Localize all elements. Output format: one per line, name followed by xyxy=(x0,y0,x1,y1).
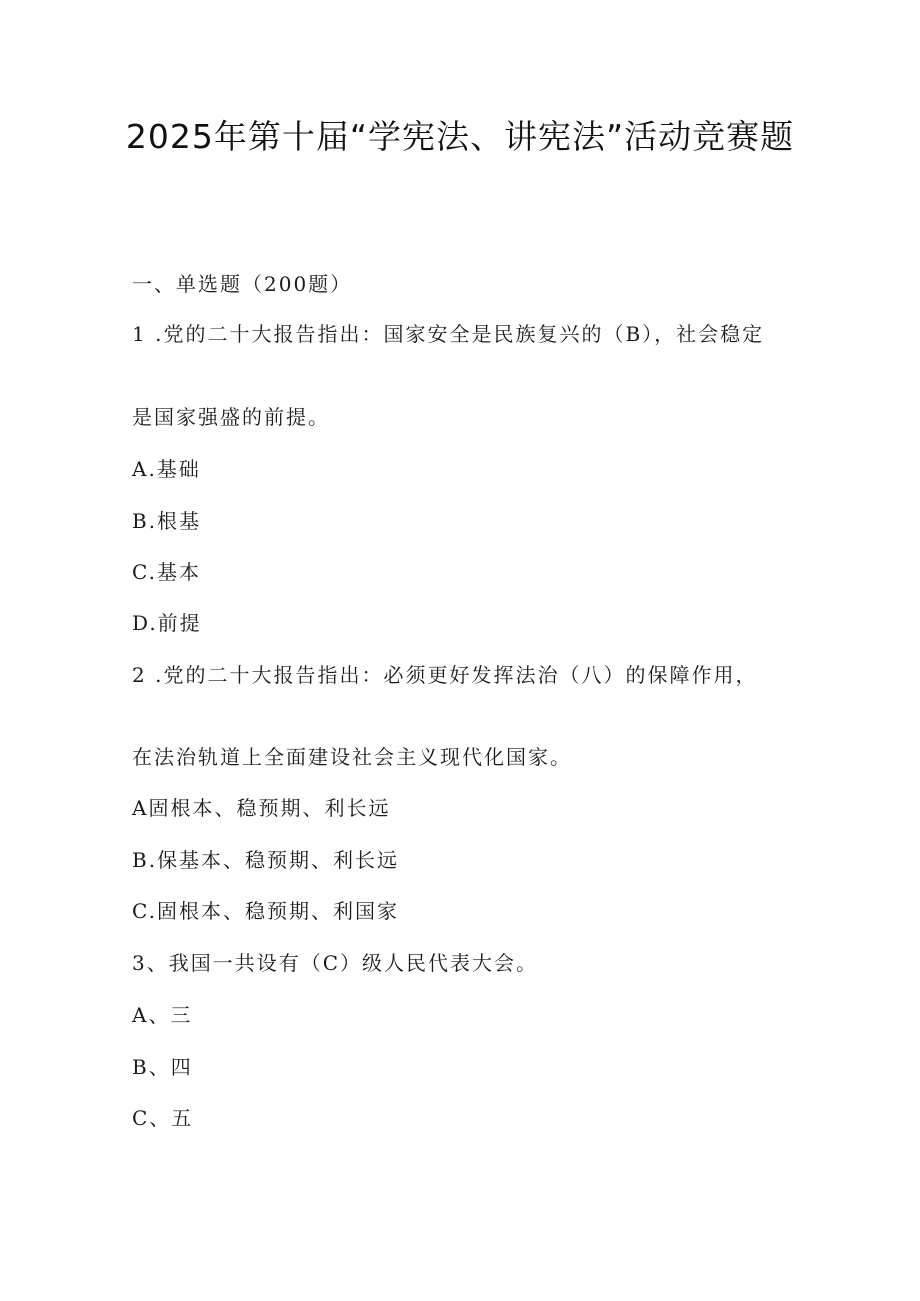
question-3-option-b: B、四 xyxy=(132,1055,193,1079)
question-1-stem-line2: 是国家强盛的前提。 xyxy=(132,405,330,429)
question-3-option-c: C、五 xyxy=(132,1106,194,1130)
question-2-option-b: B.保基本、稳预期、利长远 xyxy=(132,848,400,872)
question-2-stem-line1: 2 .党的二十大报告指出：必须更好发挥法治（八）的保障作用， xyxy=(132,663,758,687)
question-1-option-b: B.根基 xyxy=(132,509,202,533)
question-2-option-c: C.固根本、稳预期、利国家 xyxy=(132,899,399,923)
question-1-stem-line1: 1 .党的二十大报告指出：国家安全是民族复兴的（B），社会稳定 xyxy=(132,322,765,346)
question-2-option-a: A固根本、稳预期、利长远 xyxy=(132,796,391,820)
question-1-option-a: A.基础 xyxy=(132,457,201,481)
question-1-option-d: D.前提 xyxy=(132,611,202,635)
document-title: 2025年第十届“学宪法、讲宪法”活动竞赛题 xyxy=(125,117,795,156)
question-3-option-a: A、三 xyxy=(132,1003,193,1027)
question-1-option-c: C.基本 xyxy=(132,560,201,584)
question-2-stem-line2: 在法治轨道上全面建设社会主义现代化国家。 xyxy=(132,745,572,769)
section-heading: 一、单选题（200题） xyxy=(132,272,353,296)
question-3-stem: 3、我国一共设有（C）级人民代表大会。 xyxy=(132,951,539,975)
